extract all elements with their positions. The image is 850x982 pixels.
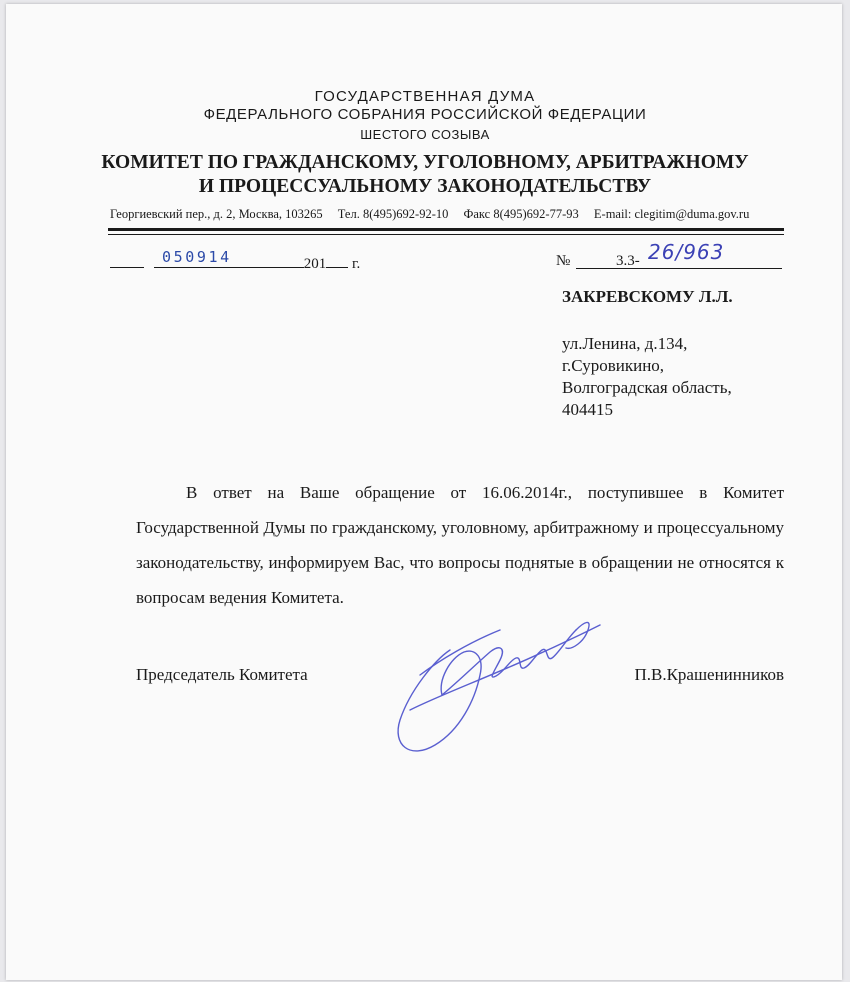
year-suffix: г. (352, 256, 361, 272)
number-prefix: 3.3- (616, 253, 640, 269)
contacts-line (110, 207, 782, 222)
phone: Тел. 8(495)692-92-10 (337, 207, 449, 221)
signatory-position: Председатель Комитета (136, 665, 308, 684)
email: E-mail: clegitim@duma.gov.ru (593, 207, 750, 221)
fax: Факс 8(495)692-77-93 (463, 207, 579, 221)
day-blank (110, 253, 144, 268)
recipient-street: ул.Ленина, д.134, (562, 334, 688, 353)
recipient-postcode: 404415 (562, 400, 613, 419)
handwritten-number: 26/963 (648, 240, 725, 264)
postal-address: Георгиевский пер., д. 2, Москва, 103265 (110, 207, 323, 221)
org-subtitle: ФЕДЕРАЛЬНОГО СОБРАНИЯ РОССИЙСКОЙ ФЕДЕРАЦИИ (203, 106, 647, 123)
letter-body: В ответ на Ваше обращение от 16.06.2014г., поступившее в Комитет Государственной Думы по гражданскому, уголовному, арбитражному и процессуальному законодательству, информируем Вас, что вопросы поднятые в обращении не относятся к вопросам ведения Комитета. (136, 483, 784, 607)
number-sign: № (556, 253, 571, 269)
recipient-name: ЗАКРЕВСКОМУ Л.Л. (562, 287, 733, 306)
stamped-date: 050914 (162, 248, 232, 266)
signatory-name: П.В.Крашенинников (634, 665, 784, 684)
number-underline (576, 268, 782, 269)
convocation: ШЕСТОГО СОЗЫВА (360, 127, 490, 142)
org-title: ГОСУДАРСТВЕННАЯ ДУМА (314, 88, 536, 105)
committee-title-line1: КОМИТЕТ ПО ГРАЖДАНСКОМУ, УГОЛОВНОМУ, АРБИТРАЖНОМУ (101, 152, 749, 173)
committee-title-line2: И ПРОЦЕССУАЛЬНОМУ ЗАКОНОДАТЕЛЬСТВУ (198, 176, 652, 197)
recipient-region: Волгоградская область, (562, 378, 732, 397)
recipient-city: г.Суровикино, (562, 356, 665, 375)
year-blank (326, 253, 348, 268)
header-rule-thick (108, 228, 784, 231)
header-rule-thin (108, 234, 784, 235)
year-prefix: 201 (303, 256, 327, 272)
handwritten-signature (380, 600, 610, 770)
date-line (110, 253, 360, 273)
